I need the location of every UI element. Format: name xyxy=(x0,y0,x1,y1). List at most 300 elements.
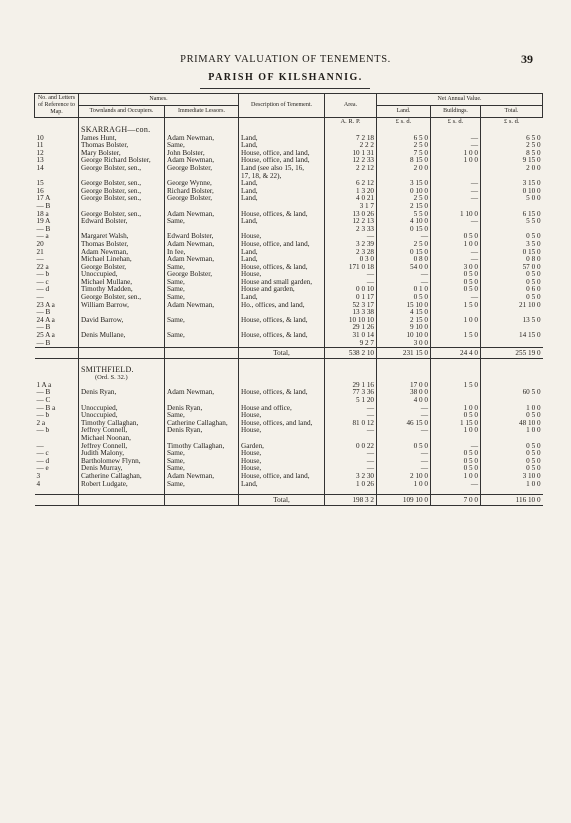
col-ref: No. and Letters of Reference to Map. xyxy=(35,94,79,118)
ref-cell: 11 xyxy=(36,142,44,150)
occupier-cell: Michael Noonan, xyxy=(79,435,165,443)
ref-cell xyxy=(35,365,79,374)
occupier-cell: Edward Bolster, xyxy=(79,218,165,226)
lessor-cell: Same, xyxy=(165,481,239,489)
buildings-value-cell xyxy=(431,165,481,173)
description-cell xyxy=(239,374,325,382)
occupier-cell: Judith Malony, xyxy=(79,450,165,458)
description-cell xyxy=(239,324,325,332)
description-cell: House, xyxy=(239,427,325,435)
occupier-cell: SKARRAGH—con. xyxy=(79,126,165,135)
col-lessors: Immediate Lessors. xyxy=(165,106,239,118)
total-value-cell: 60 5 0 xyxy=(481,389,543,397)
description-cell: Land, xyxy=(239,294,325,302)
lessor-cell: Same, xyxy=(165,332,239,340)
land-value-cell: 7 5 0 xyxy=(377,150,431,158)
description-cell xyxy=(239,340,325,348)
occupier-cell: David Barrow, xyxy=(79,317,165,325)
ref-cell: — xyxy=(36,442,44,450)
lessor-cell: Adam Newman, xyxy=(165,389,239,397)
lessor-cell: Richard Bolster, xyxy=(165,188,239,196)
buildings-value-cell: — xyxy=(431,188,481,196)
description-cell: House, office, and land, xyxy=(239,473,325,481)
land-value-cell xyxy=(377,374,431,382)
occupier-cell: Bartholomew Flynn, xyxy=(79,458,165,466)
description-cell xyxy=(239,382,325,390)
total-row xyxy=(35,495,543,506)
buildings-value-cell: 0 5 0 xyxy=(431,271,481,279)
lessor-cell: Same, xyxy=(165,218,239,226)
buildings-value-cell: 3 0 0 xyxy=(431,264,481,272)
table-row xyxy=(35,473,543,481)
description-cell: Land (see also 15, 16, xyxy=(239,165,325,173)
occupier-cell xyxy=(79,340,165,348)
description-cell xyxy=(239,126,325,135)
total-value-cell xyxy=(481,203,543,211)
land-value-cell: — xyxy=(377,233,431,241)
description-cell: Total, xyxy=(239,348,325,359)
unit-land: £ s. d. xyxy=(377,118,431,126)
land-value-cell: 3 0 0 xyxy=(377,340,431,348)
total-value-cell: 9 15 0 xyxy=(481,157,543,165)
total-value-cell: 0 5 0 xyxy=(481,443,543,451)
occupier-cell: William Barrow, xyxy=(79,302,165,310)
ref-cell: 24 A a xyxy=(36,316,55,324)
ref-cell: 23 A a xyxy=(36,301,55,309)
area-cell: 9 2 7 xyxy=(325,340,377,348)
land-value-cell: 0 8 0 xyxy=(377,256,431,264)
occupier-cell: George Bolster, sen., xyxy=(79,180,165,188)
table-row xyxy=(35,135,543,143)
lessor-cell: Timothy Callaghan, xyxy=(165,443,239,451)
land-value-cell: 6 5 0 xyxy=(377,135,431,143)
section-row xyxy=(35,126,543,135)
lessor-cell xyxy=(165,495,239,506)
total-value-cell: 21 10 0 xyxy=(481,302,543,310)
description-cell: House, office, and land, xyxy=(239,241,325,249)
land-value-cell: 2 5 0 xyxy=(377,142,431,150)
occupier-cell: Unoccupied, xyxy=(79,405,165,413)
table-row xyxy=(35,397,543,405)
lessor-cell: Same, xyxy=(165,465,239,473)
ref-cell xyxy=(35,495,79,506)
lessor-cell: George Bolster, xyxy=(165,195,239,203)
description-cell: House, xyxy=(239,465,325,473)
table-row xyxy=(35,203,543,211)
lessor-cell xyxy=(165,173,239,181)
buildings-value-cell xyxy=(431,173,481,181)
table-row xyxy=(35,405,543,413)
area-cell: 10 1 31 xyxy=(325,150,377,158)
table-row xyxy=(35,142,543,150)
table-row xyxy=(35,188,543,196)
area-cell: 29 1 26 xyxy=(325,324,377,332)
land-value-cell: 2 15 0 xyxy=(377,317,431,325)
lessor-cell: Same, xyxy=(165,286,239,294)
total-value-cell: 1 0 0 xyxy=(481,427,543,435)
buildings-value-cell: — xyxy=(431,256,481,264)
buildings-value-cell: 1 5 0 xyxy=(431,382,481,390)
total-value-cell xyxy=(481,382,543,390)
ref-cell: 12 xyxy=(36,149,44,157)
ref-cell: 21 xyxy=(36,248,44,256)
table-row xyxy=(35,233,543,241)
area-cell: 77 3 36 xyxy=(325,389,377,397)
area-cell: 4 0 21 xyxy=(325,195,377,203)
total-value-cell: 0 5 0 xyxy=(481,465,543,473)
land-value-cell: — xyxy=(377,427,431,435)
buildings-value-cell: — xyxy=(431,195,481,203)
land-value-cell xyxy=(377,126,431,135)
ref-cell: 18 a xyxy=(36,210,49,218)
area-cell: 52 3 17 xyxy=(325,302,377,310)
lessor-cell: Denis Ryan, xyxy=(165,405,239,413)
table-row xyxy=(35,302,543,310)
ref-cell: — xyxy=(36,294,44,302)
unit-total: £ s. d. xyxy=(481,118,543,126)
description-cell: Land, xyxy=(239,188,325,196)
buildings-value-cell: 0 5 0 xyxy=(431,279,481,287)
total-value-cell: 6 5 0 xyxy=(481,135,543,143)
total-value-cell xyxy=(481,365,543,374)
total-value-cell xyxy=(481,226,543,234)
land-value-cell: 15 10 0 xyxy=(377,302,431,310)
total-value-cell: 3 15 0 xyxy=(481,180,543,188)
area-cell: 10 10 10 xyxy=(325,317,377,325)
description-cell: House, xyxy=(239,458,325,466)
land-value-cell: 38 0 0 xyxy=(377,389,431,397)
total-value-cell: 5 5 0 xyxy=(481,218,543,226)
table-row xyxy=(35,332,543,340)
lessor-cell: Same, xyxy=(165,142,239,150)
description-cell xyxy=(239,397,325,405)
ref-cell: — e xyxy=(36,465,49,473)
land-value-cell: 3 15 0 xyxy=(377,180,431,188)
ref-cell: 14 xyxy=(36,164,44,172)
ref-cell: 13 xyxy=(36,157,44,165)
occupier-cell: George Bolster, sen., xyxy=(79,195,165,203)
occupier-cell: Unoccupied, xyxy=(79,412,165,420)
area-cell: 0 3 0 xyxy=(325,256,377,264)
land-value-cell: — xyxy=(377,412,431,420)
lessor-cell xyxy=(165,126,239,135)
land-value-cell: 1 0 0 xyxy=(377,481,431,489)
description-cell: Land, xyxy=(239,249,325,257)
land-value-cell xyxy=(377,435,431,443)
total-value-cell: 0 5 0 xyxy=(481,412,543,420)
land-value-cell: 0 10 0 xyxy=(377,188,431,196)
description-cell: Land, xyxy=(239,256,325,264)
table-row xyxy=(35,389,543,397)
buildings-value-cell: 1 0 0 xyxy=(431,405,481,413)
area-cell: 2 2 2 xyxy=(325,142,377,150)
table-row xyxy=(35,180,543,188)
area-cell: 198 3 2 xyxy=(325,495,377,506)
total-value-cell: 13 5 0 xyxy=(481,317,543,325)
description-cell: House and small garden, xyxy=(239,279,325,287)
land-value-cell: 2 10 0 xyxy=(377,473,431,481)
buildings-value-cell: 0 5 0 xyxy=(431,458,481,466)
buildings-value-cell: 1 0 0 xyxy=(431,241,481,249)
area-cell: — xyxy=(325,233,377,241)
area-cell: 7 2 18 xyxy=(325,135,377,143)
buildings-value-cell: 1 0 0 xyxy=(431,150,481,158)
total-value-cell: 0 15 0 xyxy=(481,249,543,257)
col-land: Land. xyxy=(377,106,431,118)
table-row xyxy=(35,264,543,272)
table-row xyxy=(35,241,543,249)
table-body xyxy=(35,126,543,506)
table-row xyxy=(35,157,543,165)
page-number: 39 xyxy=(521,52,533,66)
page-title: PRIMARY VALUATION OF TENEMENTS. xyxy=(180,54,391,65)
description-cell: Land, xyxy=(239,218,325,226)
table-row xyxy=(35,249,543,257)
occupier-cell xyxy=(79,173,165,181)
area-cell: — xyxy=(325,279,377,287)
area-cell: 3 2 39 xyxy=(325,241,377,249)
section-row xyxy=(35,365,543,374)
table-row xyxy=(35,458,543,466)
area-cell xyxy=(325,173,377,181)
lessor-cell: John Bolster, xyxy=(165,150,239,158)
col-description: Description of Tenement. xyxy=(239,94,325,118)
lessor-cell: Same, xyxy=(165,412,239,420)
buildings-value-cell xyxy=(431,340,481,348)
parish-underline xyxy=(200,88,370,89)
description-cell: Land, xyxy=(239,135,325,143)
ref-cell: — B xyxy=(36,225,51,233)
col-townlands: Townlands and Occupiers. xyxy=(79,106,165,118)
lessor-cell: George Bolster, xyxy=(165,165,239,173)
lessor-cell xyxy=(165,435,239,443)
description-cell xyxy=(239,435,325,443)
occupier-cell: Jeffrey Connell, xyxy=(79,427,165,435)
buildings-value-cell xyxy=(431,126,481,135)
total-value-cell: 0 5 0 xyxy=(481,233,543,241)
col-total: Total. xyxy=(481,106,543,118)
occupier-cell xyxy=(79,324,165,332)
total-value-cell: 116 10 0 xyxy=(481,495,543,506)
table-row xyxy=(35,226,543,234)
area-cell: — xyxy=(325,427,377,435)
ref-cell: — d xyxy=(36,457,50,465)
land-value-cell: — xyxy=(377,465,431,473)
lessor-cell: In fee, xyxy=(165,249,239,257)
land-value-cell: 2 0 0 xyxy=(377,165,431,173)
buildings-value-cell: — xyxy=(431,249,481,257)
area-cell: 3 1 7 xyxy=(325,203,377,211)
total-value-cell: 0 5 0 xyxy=(481,294,543,302)
total-value-cell: 0 8 0 xyxy=(481,256,543,264)
description-cell: House, xyxy=(239,233,325,241)
table-row xyxy=(35,173,543,181)
ref-cell xyxy=(35,173,79,181)
buildings-value-cell: 24 4 0 xyxy=(431,348,481,359)
description-cell: House, xyxy=(239,271,325,279)
buildings-value-cell: 0 5 0 xyxy=(431,233,481,241)
buildings-value-cell: 1 10 0 xyxy=(431,211,481,219)
occupier-cell: Catherine Callaghan, xyxy=(79,473,165,481)
total-value-cell: 8 5 0 xyxy=(481,150,543,158)
ref-cell: — B xyxy=(36,324,51,332)
area-cell: 2 3 28 xyxy=(325,249,377,257)
buildings-value-cell: — xyxy=(431,218,481,226)
area-cell: 13 0 26 xyxy=(325,211,377,219)
land-value-cell: 54 0 0 xyxy=(377,264,431,272)
area-cell: 538 2 10 xyxy=(325,348,377,359)
ref-cell xyxy=(35,348,79,359)
area-cell: 81 0 12 xyxy=(325,420,377,428)
area-cell: 5 1 20 xyxy=(325,397,377,405)
ref-cell: — B xyxy=(36,389,51,397)
col-area: Area. xyxy=(325,94,377,118)
area-cell: — xyxy=(325,465,377,473)
ref-cell: — B xyxy=(36,339,51,347)
occupier-cell xyxy=(79,397,165,405)
buildings-value-cell: 1 0 0 xyxy=(431,317,481,325)
area-cell: 29 1 16 xyxy=(325,382,377,390)
description-cell xyxy=(239,226,325,234)
ref-cell: 2 a xyxy=(36,419,46,427)
lessor-cell: Adam Newman, xyxy=(165,256,239,264)
occupier-cell: Michael Linehan, xyxy=(79,256,165,264)
area-cell: 12 2 33 xyxy=(325,157,377,165)
occupier-cell: Margaret Walsh, xyxy=(79,233,165,241)
total-value-cell xyxy=(481,126,543,135)
occupier-cell: George Bolster, sen., xyxy=(79,211,165,219)
lessor-cell xyxy=(165,340,239,348)
occupier-cell xyxy=(79,348,165,359)
area-cell: 31 0 14 xyxy=(325,332,377,340)
ref-cell: 16 xyxy=(36,187,44,195)
ref-cell: — b xyxy=(36,412,50,420)
ref-cell: — c xyxy=(36,450,49,458)
ref-cell: 10 xyxy=(36,134,44,142)
ref-cell: 19 A xyxy=(36,218,51,226)
total-value-cell xyxy=(481,435,543,443)
ref-cell xyxy=(35,374,79,382)
occupier-cell: Unoccupied, xyxy=(79,271,165,279)
lessor-cell: Adam Newman, xyxy=(165,302,239,310)
buildings-value-cell: 1 0 0 xyxy=(431,157,481,165)
description-cell: House and garden, xyxy=(239,286,325,294)
lessor-cell xyxy=(165,382,239,390)
unit-buildings: £ s. d. xyxy=(431,118,481,126)
land-value-cell: 0 5 0 xyxy=(377,294,431,302)
area-cell: — xyxy=(325,450,377,458)
description-cell: House, offices, & land, xyxy=(239,264,325,272)
ref-cell: — d xyxy=(36,286,50,294)
ref-cell: 3 xyxy=(36,472,41,480)
ref-cell: 4 xyxy=(36,480,41,488)
description-cell xyxy=(239,309,325,317)
buildings-value-cell xyxy=(431,309,481,317)
land-value-cell: — xyxy=(377,271,431,279)
land-value-cell: 4 0 0 xyxy=(377,397,431,405)
buildings-value-cell: 0 5 0 xyxy=(431,286,481,294)
table-row xyxy=(35,481,543,489)
table-row xyxy=(35,279,543,287)
land-value-cell: 0 5 0 xyxy=(377,443,431,451)
ref-cell: 15 xyxy=(36,180,44,188)
occupier-cell: Michael Mullane, xyxy=(79,279,165,287)
description-cell: Land, xyxy=(239,180,325,188)
occupier-cell: Denis Mullane, xyxy=(79,332,165,340)
description-cell: House, offices, and land, xyxy=(239,420,325,428)
land-value-cell: 8 15 0 xyxy=(377,157,431,165)
total-value-cell xyxy=(481,309,543,317)
total-value-cell: 0 10 0 xyxy=(481,188,543,196)
unit-area: A. R. P. xyxy=(325,118,377,126)
land-value-cell: 10 10 0 xyxy=(377,332,431,340)
lessor-cell xyxy=(165,324,239,332)
lessor-cell xyxy=(165,203,239,211)
land-value-cell: 109 10 0 xyxy=(377,495,431,506)
total-value-cell xyxy=(481,397,543,405)
lessor-cell: Adam Newman, xyxy=(165,473,239,481)
total-row xyxy=(35,348,543,359)
area-cell: 12 2 13 xyxy=(325,218,377,226)
table-row xyxy=(35,294,543,302)
table-row xyxy=(35,195,543,203)
lessor-cell: Adam Newman, xyxy=(165,157,239,165)
ref-cell: 20 xyxy=(36,240,44,248)
total-value-cell: 0 5 0 xyxy=(481,450,543,458)
land-value-cell: 9 10 0 xyxy=(377,324,431,332)
area-cell: — xyxy=(325,405,377,413)
area-cell: — xyxy=(325,412,377,420)
ref-cell: — b xyxy=(36,271,50,279)
col-buildings: Buildings. xyxy=(431,106,481,118)
land-value-cell: 4 10 0 xyxy=(377,218,431,226)
total-value-cell: 48 10 0 xyxy=(481,420,543,428)
buildings-value-cell: 0 5 0 xyxy=(431,465,481,473)
total-value-cell: 0 5 0 xyxy=(481,458,543,466)
area-cell: 0 0 10 xyxy=(325,286,377,294)
table-row xyxy=(35,317,543,325)
table-row xyxy=(35,435,543,443)
buildings-value-cell xyxy=(431,374,481,382)
occupier-cell: George Bolster, sen., xyxy=(79,294,165,302)
buildings-value-cell: 0 5 0 xyxy=(431,412,481,420)
occupier-cell: (Ord. S. 32.) xyxy=(79,374,165,382)
occupier-cell: George Bolster, sen., xyxy=(79,188,165,196)
table-row xyxy=(35,420,543,428)
buildings-value-cell xyxy=(431,389,481,397)
total-value-cell xyxy=(481,173,543,181)
valuation-table xyxy=(34,93,543,506)
description-cell: House, offices, & land, xyxy=(239,389,325,397)
table-row xyxy=(35,309,543,317)
lessor-cell: Adam Newman, xyxy=(165,135,239,143)
lessor-cell xyxy=(165,374,239,382)
col-names: Names. xyxy=(79,94,239,106)
land-value-cell xyxy=(377,173,431,181)
lessor-cell: Same, xyxy=(165,264,239,272)
occupier-cell: Jeffrey Connell, xyxy=(79,443,165,451)
buildings-value-cell: — xyxy=(431,180,481,188)
total-value-cell: 57 0 0 xyxy=(481,264,543,272)
total-value-cell: 2 0 0 xyxy=(481,165,543,173)
buildings-value-cell: 1 0 0 xyxy=(431,473,481,481)
lessor-cell: Adam Newman, xyxy=(165,211,239,219)
buildings-value-cell: — xyxy=(431,481,481,489)
buildings-value-cell: — xyxy=(431,294,481,302)
occupier-cell: Thomas Bolster, xyxy=(79,241,165,249)
area-cell xyxy=(325,365,377,374)
ref-cell: 1 A a xyxy=(36,381,52,389)
